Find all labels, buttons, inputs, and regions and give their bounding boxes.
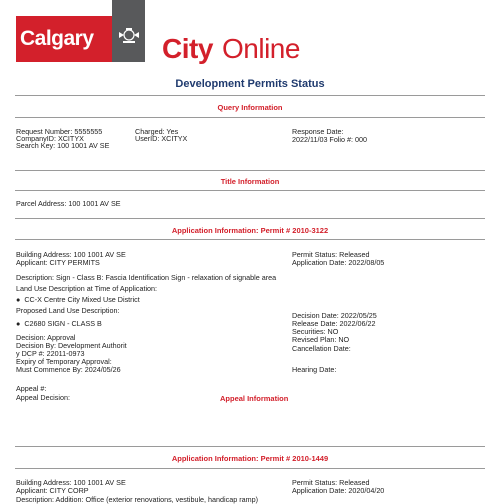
title-info-heading: Title Information (220, 177, 280, 186)
appeal-number: Appeal #: (16, 384, 47, 393)
hearing-date: Hearing Date: (292, 365, 337, 374)
description-partial: Description: Addition: Office (exterior renovations, vestibule, handicap ramp) (16, 495, 258, 504)
application-date: Application Date: 2022/08/05 (292, 258, 385, 267)
building-address: Building Address: 100 1001 AV SE (16, 250, 126, 259)
description: Description: Sign - Class B: Fascia Identification Sign - relaxation of signable area (16, 273, 277, 282)
decision-date: Decision Date: 2022/05/25 (292, 311, 377, 320)
revised-plan: Revised Plan: NO (292, 335, 350, 344)
expiry-temporary-approval: Expiry of Temporary Approval: (16, 357, 112, 366)
decision: Decision: Approval (16, 333, 76, 342)
building-address: Building Address: 100 1001 AV SE (16, 478, 126, 487)
parcel-address: Parcel Address: 100 1001 AV SE (16, 199, 121, 208)
permit-status: Permit Status: Released (292, 478, 370, 487)
charged: Charged: Yes (135, 127, 179, 136)
divider (15, 239, 485, 240)
proposed-land-use-label: Proposed Land Use Description: (16, 306, 120, 315)
divider (15, 218, 485, 219)
search-key: Search Key: 100 1001 AV SE (16, 141, 110, 150)
securities: Securities: NO (292, 327, 339, 336)
divider (15, 95, 485, 96)
divider (15, 170, 485, 171)
divider (15, 468, 485, 469)
city-crest-icon (117, 26, 141, 46)
query-info-heading: Query Information (217, 103, 283, 112)
city-wordmark: City (162, 33, 213, 64)
applicant: Applicant: CITY CORP (16, 486, 89, 495)
applicant: Applicant: CITY PERMITS (16, 258, 100, 267)
must-commence-by: Must Commence By: 2024/05/26 (16, 365, 121, 374)
calgary-logo-text: Calgary (20, 27, 94, 50)
appeal-info-heading: Appeal Information (220, 394, 289, 403)
dcp-number: y DCP #: 22011-0973 (16, 349, 85, 358)
bullet-icon: ● (16, 319, 21, 328)
decision-by: Decision By: Development Authorit (16, 341, 127, 350)
response-date-value: 2022/11/03 Folio #: 000 (292, 135, 367, 144)
land-use-item-text: CC-X Centre City Mixed Use District (24, 295, 140, 304)
appeal-decision: Appeal Decision: (16, 393, 70, 402)
cancellation-date: Cancellation Date: (292, 344, 351, 353)
response-date-label: Response Date: (292, 127, 344, 136)
bullet-icon: ● (16, 295, 21, 304)
proposed-land-use-item (16, 320, 102, 328)
request-number: Request Number: 5555555 (16, 127, 103, 136)
application-date: Application Date: 2020/04/20 (292, 486, 385, 495)
divider (15, 190, 485, 191)
permit-2-heading: Application Information: Permit # 2010-1449 (171, 454, 329, 463)
divider (15, 446, 485, 447)
release-date: Release Date: 2022/06/22 (292, 319, 376, 328)
land-use-label: Land Use Description at Time of Application: (16, 284, 158, 293)
online-wordmark: Online (222, 33, 300, 64)
page-title: Development Permits Status (175, 78, 325, 90)
company-id: CompanyID: XCITYX (16, 134, 84, 143)
divider (15, 117, 485, 118)
permit-status: Permit Status: Released (292, 250, 370, 259)
proposed-land-use-text: C2680 SIGN - CLASS B (24, 319, 102, 328)
permit-1-heading: Application Information: Permit # 2010-3122 (171, 226, 329, 235)
user-id: UserID: XCITYX (135, 134, 188, 143)
land-use-item (16, 296, 140, 304)
